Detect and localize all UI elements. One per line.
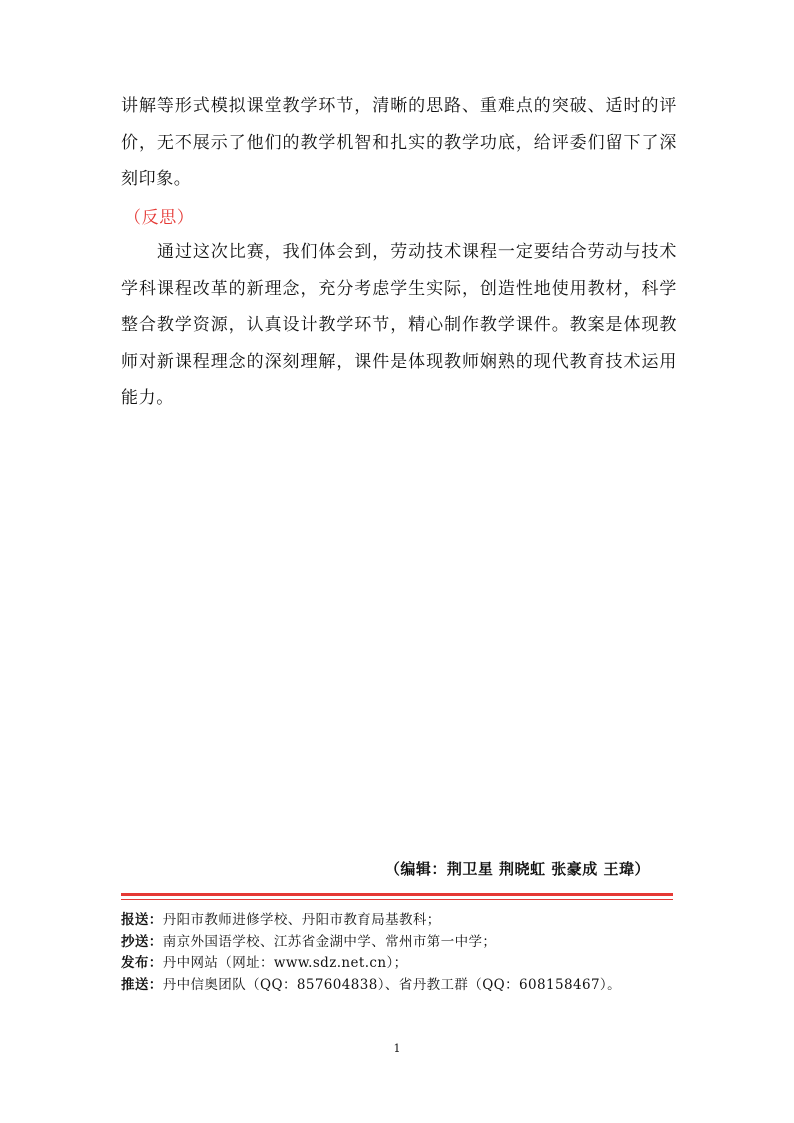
publish-label: 发布： — [121, 955, 163, 971]
distribution-item-report — [121, 910, 621, 932]
page-number: 1 — [393, 1042, 401, 1055]
push-value: 丹中信奥团队（QQ：857604838）、省丹教工群（QQ：608158467）。 — [162, 976, 621, 993]
push-label: 推送： — [121, 976, 163, 993]
distribution-item-copy — [121, 932, 621, 954]
body-paragraph-2: 通过这次比赛，我们体会到，劳动技术课程一定要结合劳动与技术学科课程改革的新理念，充分考虑学生实际，创造性地使用教材，科学整合教学资源，认真设计教学环节，精心制作教学课件。教案是体现教师对新课程理念的深刻理解，课件是体现教师娴熟的现代教育技术运用能力。 — [121, 242, 677, 408]
report-label: 报送： — [121, 912, 163, 928]
copy-label: 抄送： — [121, 933, 163, 950]
distribution-item-push — [121, 975, 621, 997]
divider-thick — [121, 893, 673, 896]
editors-credit: （编辑：荆卫星 荆晓虹 张豪成 王瑋） — [384, 860, 650, 878]
distribution-list — [121, 910, 621, 996]
report-value: 丹阳市教师进修学校、丹阳市教育局基教科； — [162, 912, 441, 928]
publish-value: 丹中网站（网址：www.sdz.net.cn）； — [162, 955, 408, 971]
distribution-item-publish — [121, 953, 621, 975]
reflection-heading: （反思） — [124, 208, 195, 228]
divider-thin — [121, 899, 673, 900]
body-paragraph-1: 讲解等形式模拟课堂教学环节，清晰的思路、重难点的突破、适时的评价，无不展示了他们的教学机智和扎实的教学功底，给评委们留下了深刻印象。 — [121, 96, 677, 189]
copy-value: 南京外国语学校、江苏省金湖中学、常州市第一中学； — [162, 933, 497, 950]
